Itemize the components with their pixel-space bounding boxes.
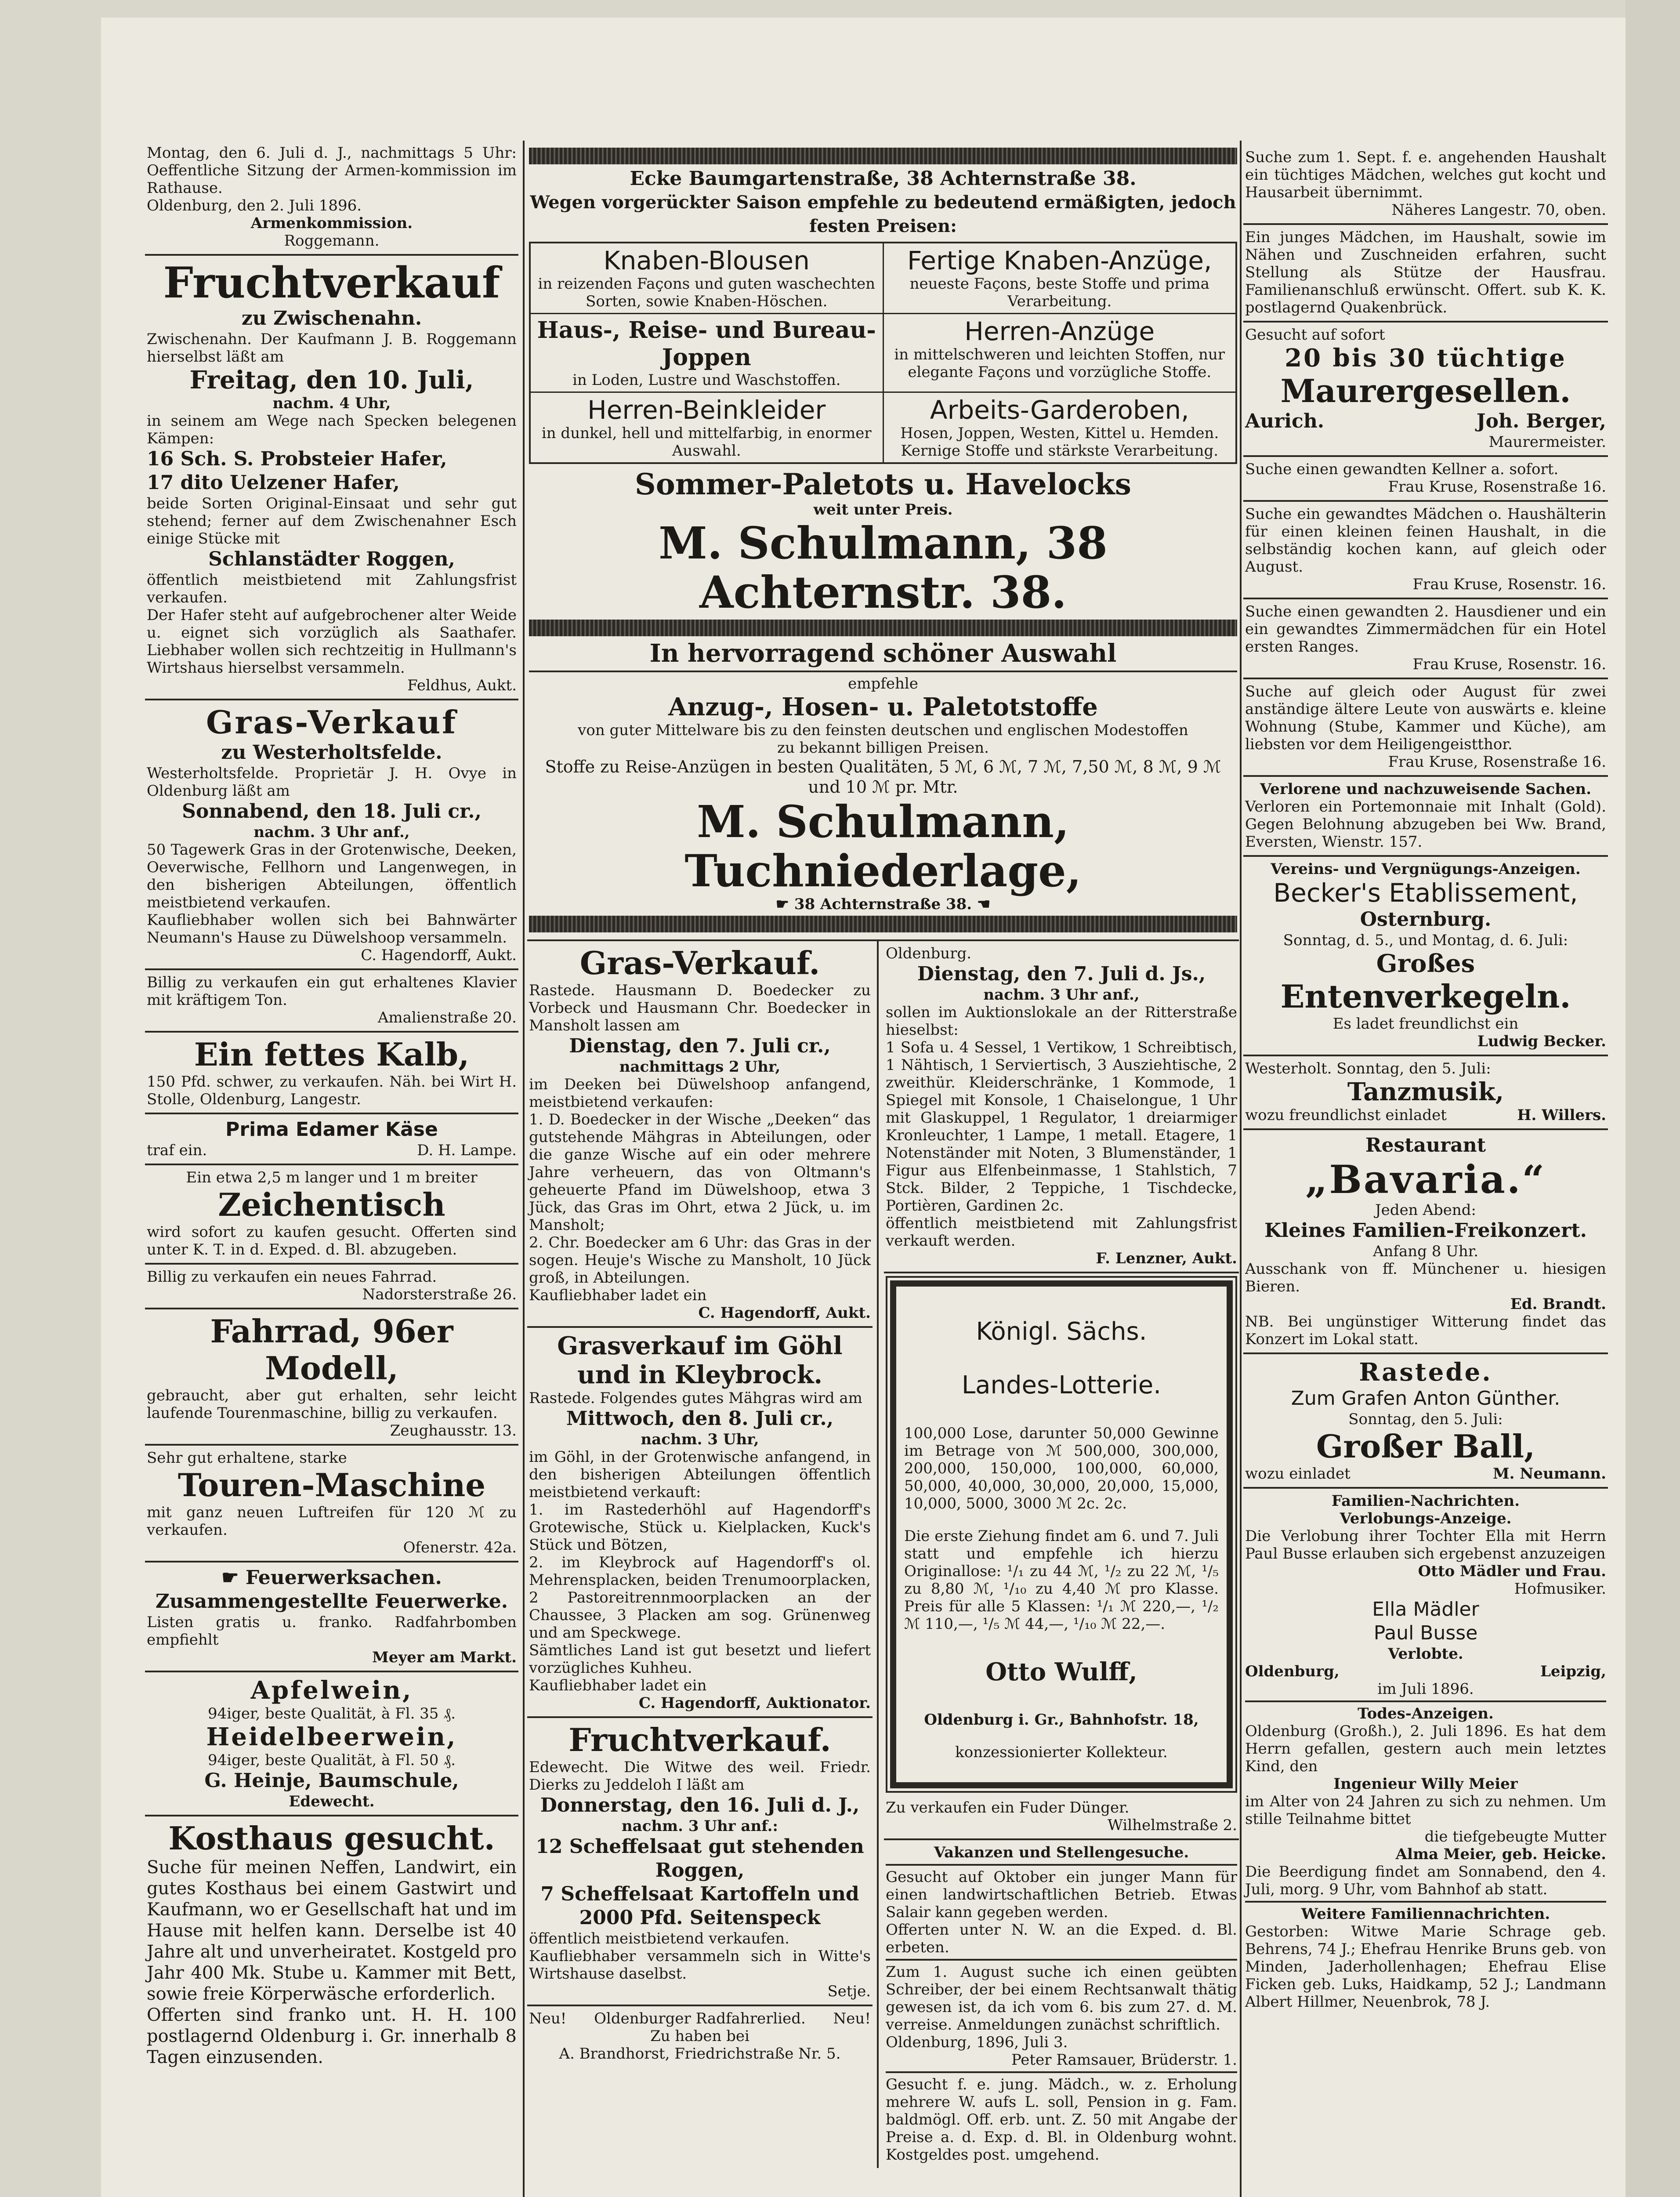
ad-edamer-kaese: Prima Edamer Käse traf ein. D. H. Lampe.	[145, 1114, 518, 1165]
ad-maurergesellen: Gesucht auf sofort 20 bis 30 tüchtige Maurergesellen. Aurich. Joh. Berger, Maurermeister.	[1243, 323, 1608, 457]
schulmann-grid	[529, 242, 1237, 464]
column-middle	[527, 145, 1239, 2197]
ad-maedchen-gesucht: Suche zum 1. Sept. f. e. angehenden Haushalt ein tüchtiges Mädchen, welches gut kocht und Hausarbeit übernimmt. Näheres Langestr. 70, oben.	[1243, 145, 1608, 225]
grid-cell: Fertige Knaben-Anzüge, neueste Façons, beste Stoffe und prima Verarbeitung.	[883, 243, 1236, 313]
ad-fahrrad-96er: Fahrrad, 96er Modell, gebraucht, aber gut erhalten, sehr leicht laufende Tourenmaschine, billig zu verkaufen. Zeughausstr. 13.	[145, 1309, 518, 1446]
middle-split	[527, 941, 1239, 2168]
column-rule-2	[1240, 141, 1242, 2197]
ad-fruchtverkauf-zwischenahn: Fruchtverkauf zu Zwischenahn. Zwischenahn. Der Kaufmann J. B. Roggemann hierselbst läßt am Freitag, den 10. Juli, nachm. 4 Uhr, in seinem am Wege nach Specken belegenen Kämpen: 16 Sch. S. Probsteier Hafer, 17 dito Uelzener Hafer, beide Sorten Original-Einsaat und sehr gut stehend; ferner auf dem Zwischenahner Esch einige Stücke mit Schlanstädter Roggen, öffentlich meistbietend mit Zahlungsfrist verkaufen. Der Hafer steht auf aufgebrochener alter Weide u. eignet sich vorzüglich als Saathafer. Liebhaber wollen sich rechtzeitig in Hullmann's Wirtshaus hierselbst versammeln. Feldhus, Aukt.	[145, 256, 518, 700]
ad-gras-verkauf-rastede: Gras-Verkauf. Rastede. Hausmann D. Boedecker zu Vorbeck und Hausmann Chr. Boedecker in Mansholt lassen am Dienstag, den 7. Juli cr., nachmittags 2 Uhr, im Deeken bei Düwelshoop anfangend, meistbietend verkaufen: 1. D. Boedecker in der Wische „Deeken“ das gutstehende Mähgras in Abteilungen, oder die ganze Wische auf ein oder mehrere Jahre verheuern, das von Oltmann's geheuerte Pfand im Düwelshoop, etwa 3 Jück, das Gras im Ohrt, etwa 2 Jück, u. im Mansholt; 2. Chr. Boedecker am 6 Uhr: das Gras in der sogen. Heuje's Wische zu Mansholt, 10 Jück groß, in Abteilungen. Kaufliebhaber ladet ein C. Hagendorff, Aukt.	[527, 941, 873, 1328]
ad-schulmann: Ecke Baumgartenstraße, 38 Achternstraße 38. Wegen vorgerückter Saison empfehle zu bedeutend ermäßigten, jedoch festen Preisen: Knaben-Blousen in reizenden Façons und guten waschechten Sorten, sowie Knaben-Höschen. Fertige Knaben-Anzüge, neueste Façons, beste Stoffe und prima Verarbeitung. Haus-, Reise- und Bureau-Joppen in Loden, Lustre und Waschstoffen. Herren-Anzüge in mittelschweren und leichten Stoffen, nur elegante Façons und vorzügliche Stoffe. Herren-Beinkleider in dunkel, hell und mittelfarbig, in enormer Auswahl. Arbeits-Garderoben, Hosen, Joppen, Westen, Kittel u. Hemden. Kernige Stoffe und stärkste Verarbeitung. Sommer-Paletots u. Havelocks weit unter Preis. M. Schulmann, 38 Achternstr. 38. In hervorragend schöner Auswahl empfehle Anzug-, Hosen- u. Paletotstoffe von guter Mittelware bis zu den feinsten deutschen und englischen Modestoffen zu bekannt billigen Preisen. Stoffe zu Reise-Anzügen in besten Qualitäten, 5 ℳ, 6 ℳ, 7 ℳ, 7,50 ℳ, 8 ℳ, 9 ℳ und 10 ℳ pr. Mtr. M. Schulmann, Tuchniederlage, ☛ 38 Achternstraße 38. ☚	[527, 148, 1239, 941]
ad-rastede-ball: Rastede. Zum Grafen Anton Günther. Sonntag, den 5. Juli: Großer Ball, wozu einladet M. Neumann.	[1243, 1354, 1608, 1489]
grid-cell: Haus-, Reise- und Bureau-Joppen in Loden, Lustre und Waschstoffen.	[537, 317, 876, 389]
ad-bavaria: Restaurant „Bavaria.“ Jeden Abend: Kleines Familien-Freikonzert. Anfang 8 Uhr. Ausschank von ff. Münchener u. hiesigen Bieren. Ed. Brandt. NB. Bei ungünstiger Witterung findet das Konzert im Lokal statt.	[1243, 1130, 1608, 1354]
section-familien-nachrichten: Familien-Nachrichten. Verlobungs-Anzeige. Die Verlobung ihrer Tochter Ella mit Herrn Paul Busse erlauben sich ergebenst anzuzeigen Otto Mädler und Frau. Hofmusiker. Ella Mädler Paul Busse Verlobte. Oldenburg, Leipzig, im Juli 1896. Todes-Anzeigen. Oldenburg (Großh.), 2. Juli 1896. Es hat dem Herrn gefallen, gestern auch mein letztes Kind, den Ingenieur Willy Meier im Alter von 24 Jahren zu sich zu nehmen. Um stille Teilnahme bittet die tiefgebeugte Mutter Alma Meier, geb. Heicke. Die Beerdigung findet am Sonnabend, den 4. Juli, morg. 9 Uhr, vom Bahnhof ab statt. Weitere Familiennachrichten. Gestorben: Witwe Marie Schrage geb. Behrens, 74 J.; Ehefrau Henrike Bruns geb. von Minden, Jaderhollenhagen; Ehefrau Elise Ficken geb. Luks, Haidkamp, 52 J.; Landmann Albert Hillmer, Neuenbrok, 78 J.	[1245, 1492, 1606, 2011]
ad-auktion-lenzner: Oldenburg. Dienstag, den 7. Juli d. Js., nachm. 3 Uhr anf., sollen im Auktionslokale an der Ritterstraße hieselbst: 1 Sofa u. 4 Sessel, 1 Vertikow, 1 Schreibtisch, 1 Nähtisch, 1 Serviertisch, 3 Ausziehtische, 2 zweithür. Kleiderschränke, 1 Kommode, 1 Spiegel mit Konsole, 1 Chaiselongue, 1 Uhr mit Glaskuppel, 1 Regulator, 1 dreiarmiger Kronleuchter, 1 Lampe, 1 metall. Etagere, 1 Notenständer mit Noten, 3 Blumenständer, 1 Figur aus Elfenbeinmasse, 1 Stahlstich, 7 Stck. Bilder, 2 Teppiche, 1 Tischdecke, Portièren, Gardinen 2c. öffentlich meistbietend mit Zahlungsfrist verkauft werden. F. Lenzner, Aukt.	[884, 941, 1239, 1273]
ad-armenkommission: Montag, den 6. Juli d. J., nachmittags 5 Uhr: Oeffentliche Sitzung der Armen-kommission im Rathause. Oldenburg, den 2. Juli 1896. Armenkommission. Roggemann.	[145, 141, 518, 256]
middle-right-subcol	[879, 941, 1239, 2168]
ad-kellner: Suche einen gewandten Kellner a. sofort. Frau Kruse, Rosenstraße 16.	[1243, 457, 1608, 502]
pointing-hand-icon: ☚	[972, 895, 991, 913]
ad-feuerwerk: ☛ Feuerwerksachen. Zusammengestellte Feuerwerke. Listen gratis u. franko. Radfahrbomben empfiehlt Meyer am Markt.	[145, 1563, 518, 1672]
section-vakanzen: Vakanzen und Stellengesuche. Gesucht auf Oktober ein junger Mann für einen landwirtschaftlichen Betrieb. Etwas Salair kann gegeben werden. Offerten unter N. W. an die Exped. d. Bl. erbeten. Zum 1. August suche ich einen geübten Schreiber, der bei einem Rechtsanwalt thätig gewesen ist, da ich vom 6. bis zum 27. d. M. verreise. Anmeldungen zunächst schriftlich. Oldenburg, 1896, Juli 3. Peter Ramsauer, Brüderstr. 1. Gesucht f. e. jung. Mädch., w. z. Erholung mehrere W. aufs L. soll, Pension in g. Fam. baldmögl. Off. erb. unt. Z. 50 mit Angabe der Preise a. d. Exp. d. Bl. in Oldenburg wohnt. Kostgeldes post. umgehend.	[886, 1844, 1237, 2164]
ad-fruchtverkauf-edewecht: Fruchtverkauf. Edewecht. Die Witwe des weil. Friedr. Dierks zu Jeddeloh I läßt am Donnerstag, den 16. Juli d. J., nachm. 3 Uhr anf.: 12 Scheffelsaat gut stehenden Roggen, 7 Scheffelsaat Kartoffeln und 2000 Pfd. Seitenspeck öffentlich meistbietend verkaufen. Kaufliebhaber versammeln sich in Witte's Wirtshause daselbst. Setje.	[527, 1718, 873, 2006]
ad-junges-maedchen: Ein junges Mädchen, im Haushalt, sowie im Nähen und Zuschneiden erfahren, sucht Stellung als Stütze der Hausfrau. Familienanschluß erwünscht. Offert. sub K. K. postlagernd Quakenbrück.	[1243, 225, 1608, 323]
scan-edge	[1626, 0, 1680, 2197]
ad-grasverkauf-goehl: Grasverkauf im Göhl und in Kleybrock. Rastede. Folgendes gutes Mähgras wird am Mittwoch, den 8. Juli cr., nachm. 3 Uhr, im Göhl, in der Grotenwische anfangend, in den bisherigen Abteilungen öffentlich meistbietend verkauft: 1. im Rastederhöhl auf Hagendorff's Grotewische, Stück u. Kielplacken, Kuck's Stück und Bötzen, 2. im Kleybrock auf Hagendorff's ol. Mehrensplacken, beiden Trenumoorplacken, 2 Pastoreitrennmoorplacken an der Chaussee, 3 Placken am sog. Grünenweg und am Speckwege. Sämtliches Land ist gut besetzt und liefert vorzügliches Kuhheu. Kaufliebhaber ladet ein C. Hagendorff, Auktionator.	[527, 1328, 873, 1718]
ad-gras-verkauf-westerholtsfelde: Gras-Verkauf zu Westerholtsfelde. Westerholtsfelde. Proprietär J. H. Ovye in Oldenburg läßt am Sonnabend, den 18. Juli cr., nachm. 3 Uhr anf., 50 Tagewerk Gras in der Grotenwische, Deeken, Oeverwische, Fellhorn und Langenwegen, in den bisherigen Abteilungen, öffentlich meistbietend verkaufen. Kaufliebhaber wollen sich bei Bahnwärter Neumann's Hause zu Düwelshoop versammeln. C. Hagendorff, Aukt.	[145, 700, 518, 970]
ad-touren-maschine: Sehr gut erhaltene, starke Touren-Maschine mit ganz neuen Luftreifen für 120 ℳ zu verkaufen. Ofenerstr. 42a.	[145, 1446, 518, 1563]
ad-hausdiener: Suche einen gewandten 2. Hausdiener und ein ein gewandtes Zimmermädchen für ein Hotel ersten Ranges. Frau Kruse, Rosenstr. 16.	[1243, 599, 1608, 679]
ornament-bar	[529, 148, 1237, 164]
ad-radfahrerlied: Neu! Oldenburger Radfahrerlied. Neu! Zu haben bei A. Brandhorst, Friedrichstraße Nr. 5.	[529, 2010, 871, 2063]
grid-cell: Arbeits-Garderoben, Hosen, Joppen, Westen, Kittel u. Hemden. Kernige Stoffe und stärkste Verarbeitung.	[883, 393, 1236, 462]
pointing-hand-icon: ☛	[775, 895, 794, 913]
ornament-bar	[529, 620, 1237, 636]
grid-cell: Herren-Beinkleider in dunkel, hell und mittelfarbig, in enormer Auswahl.	[541, 395, 872, 460]
ad-fahrrad-neu: Billig zu verkaufen ein neues Fahrrad. Nadorsterstraße 26.	[145, 1265, 518, 1309]
ad-duenger: Zu verkaufen ein Fuder Dünger. Wilhelmstraße 2.	[884, 1795, 1239, 1840]
ad-zeichentisch: Ein etwa 2,5 m langer und 1 m breiter Zeichentisch wird sofort zu kaufen gesucht. Offerten sind unter K. T. in d. Exped. d. Bl. abzugeben.	[145, 1165, 518, 1265]
ad-apfelwein: Apfelwein, 94iger, beste Qualität, à Fl. 35 ₰. Heidelbeerwein, 94iger, beste Qualität, à Fl. 50 ₰. G. Heinje, Baumschule, Edewecht.	[145, 1672, 518, 1816]
grid-cell: Herren-Anzüge in mittelschweren und leichten Stoffen, nur elegante Façons und vorzügliche Stoffe.	[883, 314, 1236, 392]
ad-lotterie-framed: Königl. Sächs. Landes-Lotterie. 100,000 Lose, darunter 50,000 Gewinne im Betrage von ℳ 500,000, 300,000, 200,000, 150,000, 100,000, 60,000, 50,000, 40,000, 30,000, 20,000, 15,000, 10,000, 5000, 3000 ℳ 2c. 2c. Die erste Ziehung findet am 6. und 7. Juli statt und empfehle ich hierzu Originallose: ¹/₁ zu 44 ℳ, ¹/₂ zu 22 ℳ, ¹/₅ zu 8,80 ℳ, ¹/₁₀ zu 4,40 ℳ pro Klasse. Preis für alle 5 Klassen: ¹/₁ ℳ 220,—, ¹/₂ ℳ 110,—, ¹/₅ ℳ 44,—, ¹/₁₀ ℳ 22,—. Otto Wulff, Oldenburg i. Gr., Bahnhofstr. 18, konzessionierter Kollekteur.	[890, 1280, 1233, 1788]
middle-left-subcol	[527, 941, 879, 2168]
pointing-hand-icon: ☛	[221, 1566, 246, 1589]
ornament-bar	[529, 916, 1237, 932]
grid-cell: Knaben-Blousen in reizenden Façons und guten waschechten Sorten, sowie Knaben-Höschen.	[538, 246, 876, 310]
column-left	[145, 141, 518, 2197]
ad-tanzmusik: Westerholt. Sonntag, den 5. Juli: Tanzmusik, wozu freundlichst einladet H. Willers.	[1243, 1056, 1608, 1130]
ad-kosthaus: Kosthaus gesucht. Suche für meinen Neffen, Landwirt, ein gutes Kosthaus bei einem Gastwirt und Kaufmann, wo er Gesellschaft hat und im Hause mit helfen kann. Derselbe ist 40 Jahre alt und unverheiratet. Kostgeld pro Jahr 400 Mk. Stube u. Kammer mit Bett, sowie freie Körperwäsche erforderlich. Offerten sind franko unt. H. H. 100 postlagernd Oldenburg i. Gr. innerhalb 8 Tagen einzusenden.	[147, 1820, 517, 2067]
ad-haushaelterin: Suche ein gewandtes Mädchen o. Haushälterin für einen kleinen feinen Haushalt, in die selbständig kochen kann, auf gleich oder August. Frau Kruse, Rosenstr. 16.	[1243, 502, 1608, 599]
section-verlorene-sachen: Verlorene und nachzuweisende Sachen. Verloren ein Portemonnaie mit Inhalt (Gold). Gegen Belohnung abzugeben bei Ww. Brand, Eversten, Wienstr. 157.	[1243, 777, 1608, 857]
ad-wohnung: Suche auf gleich oder August für zwei anständige ältere Leute von auswärts e. kleine Wohnung (Stube, Kammer und Küche), am liebsten vor dem Heiligengeistthor. Frau Kruse, Rosenstraße 16.	[1243, 679, 1608, 777]
ad-becker-etablissement: Vereins- und Vergnügungs-Anzeigen. Becker's Etablissement, Osternburg. Sonntag, d. 5., und Montag, d. 6. Juli: Großes Entenverkegeln. Es ladet freundlichst ein Ludwig Becker.	[1243, 857, 1608, 1056]
column-rule-1	[523, 141, 525, 2197]
ad-fettes-kalb: Ein fettes Kalb, 150 Pfd. schwer, zu verkaufen. Näh. bei Wirt H. Stolle, Oldenburg, Langestr.	[145, 1033, 518, 1114]
column-right	[1243, 145, 1608, 2197]
ad-klavier: Billig zu verkaufen ein gut erhaltenes Klavier mit kräftigem Ton. Amalienstraße 20.	[145, 970, 518, 1033]
